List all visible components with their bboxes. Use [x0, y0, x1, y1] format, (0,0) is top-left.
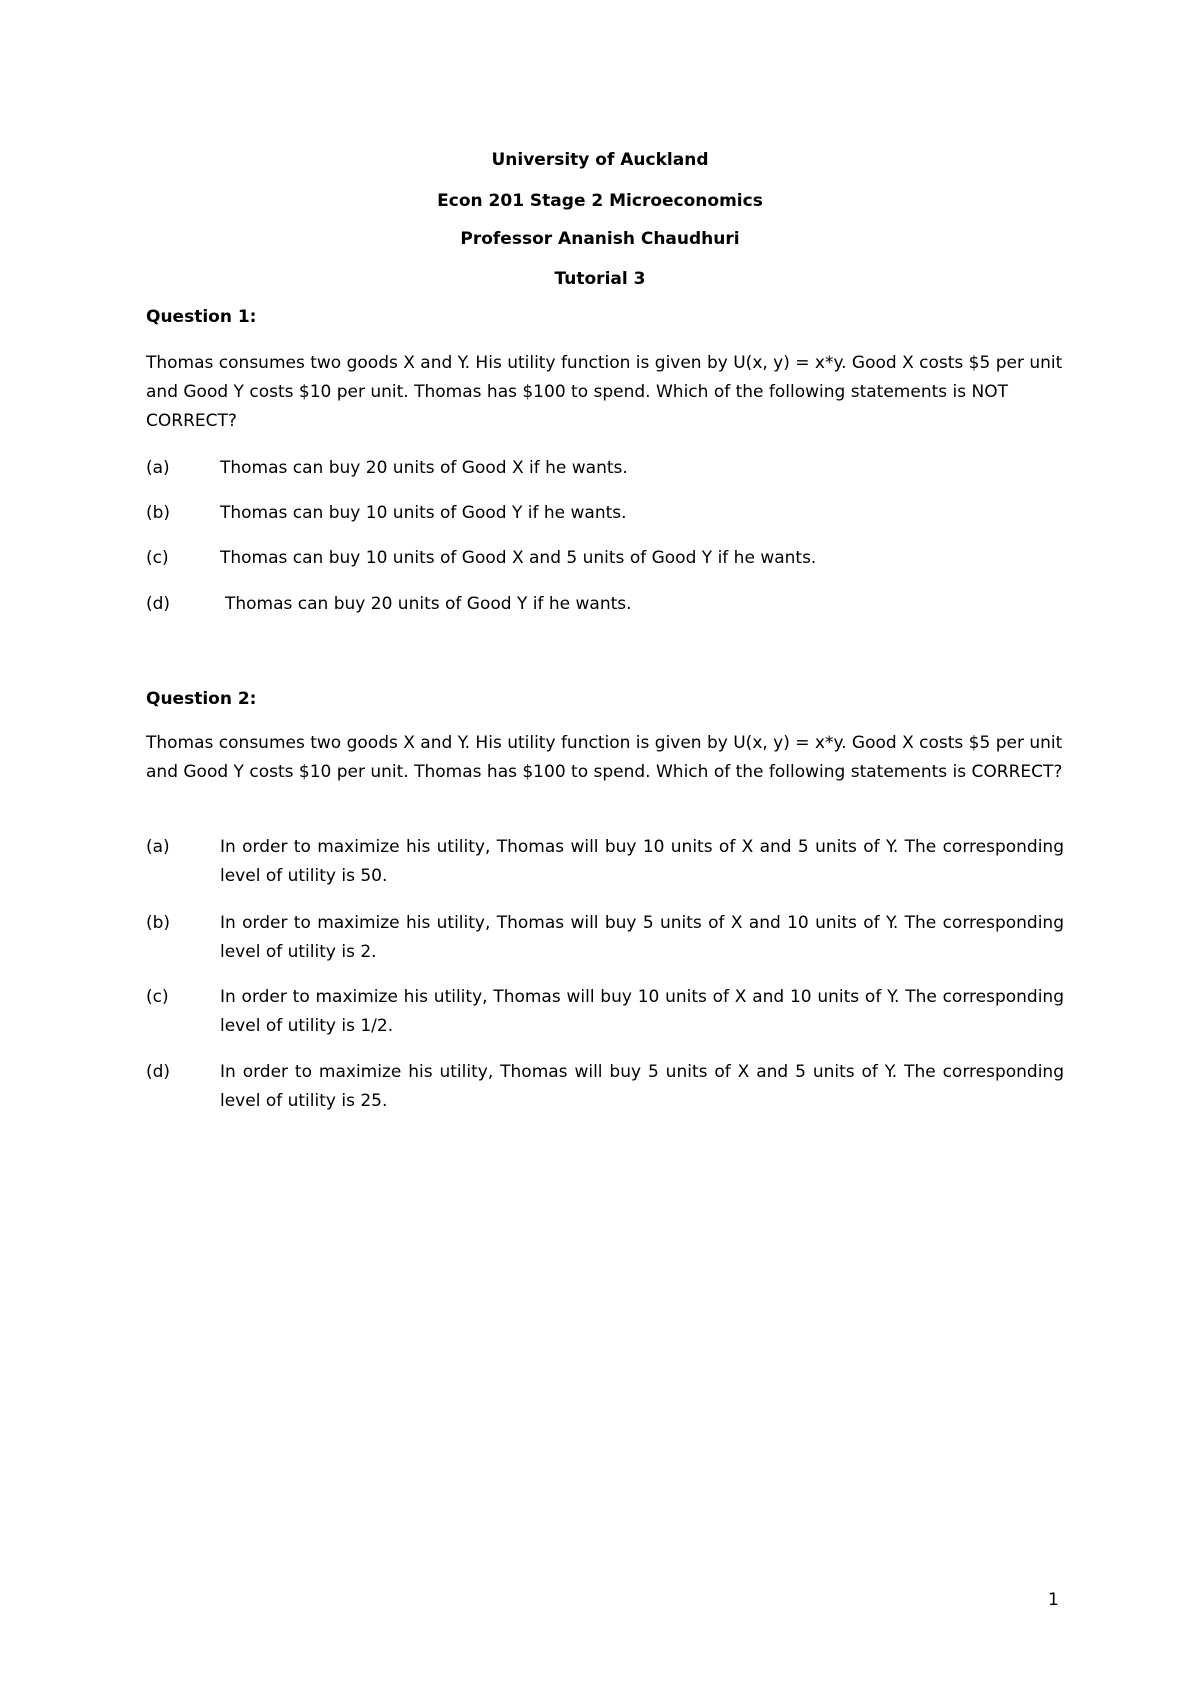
- university-heading: University of Auckland: [491, 150, 709, 170]
- question-1-option-b: [146, 499, 1064, 528]
- option-label: (c): [146, 548, 169, 568]
- question-2-title: Question 2:: [146, 689, 257, 709]
- question-1-option-c: [146, 544, 1064, 573]
- question-2-stem: Thomas consumes two goods X and Y. His utility function is given by U(x, y) = x*y. Good X costs $5 per unit and Good Y costs $10 per unit. Thomas has $100 to spend. Which of the following statements is CORRECT?: [146, 733, 1063, 782]
- option-text: In order to maximize his utility, Thomas will buy 5 units of X and 10 units of Y. The corresponding level of utility is 2.: [220, 913, 1064, 962]
- option-label: (c): [146, 987, 169, 1007]
- option-label: (b): [146, 913, 171, 933]
- question-1-title: Question 1:: [146, 307, 257, 327]
- option-label: (a): [146, 837, 170, 857]
- option-text: Thomas can buy 20 units of Good Y if he wants.: [225, 594, 632, 614]
- question-1-option-d: [146, 590, 1064, 619]
- option-text: Thomas can buy 10 units of Good X and 5 units of Good Y if he wants.: [220, 548, 817, 568]
- question-1-option-a: [146, 454, 1064, 483]
- question-2-option-b: [146, 909, 1064, 967]
- question-2-option-c: [146, 983, 1064, 1041]
- option-text: In order to maximize his utility, Thomas will buy 5 units of X and 5 units of Y. The corresponding level of utility is 25.: [220, 1062, 1064, 1111]
- option-label: (d): [146, 594, 171, 614]
- option-label: (d): [146, 1062, 171, 1082]
- question-1-stem: Thomas consumes two goods X and Y. His utility function is given by U(x, y) = x*y. Good X costs $5 per unit and Good Y costs $10 per unit. Thomas has $100 to spend. Which of the following statements is NOT CORRECT?: [146, 353, 1063, 431]
- option-label: (a): [146, 458, 170, 478]
- option-text: In order to maximize his utility, Thomas will buy 10 units of X and 5 units of Y. The corresponding level of utility is 50.: [220, 837, 1064, 886]
- question-2-option-a: [146, 833, 1064, 891]
- option-text: Thomas can buy 20 units of Good X if he wants.: [220, 458, 628, 478]
- option-text: Thomas can buy 10 units of Good Y if he wants.: [220, 503, 627, 523]
- question-2-option-d: [146, 1058, 1064, 1116]
- option-label: (b): [146, 503, 171, 523]
- professor-heading: Professor Ananish Chaudhuri: [460, 229, 740, 249]
- course-heading: Econ 201 Stage 2 Microeconomics: [437, 191, 763, 211]
- page-number: 1: [1048, 1590, 1059, 1610]
- tutorial-heading: Tutorial 3: [554, 269, 646, 289]
- option-text: In order to maximize his utility, Thomas will buy 10 units of X and 10 units of Y. The corresponding level of utility is 1/2.: [220, 987, 1064, 1036]
